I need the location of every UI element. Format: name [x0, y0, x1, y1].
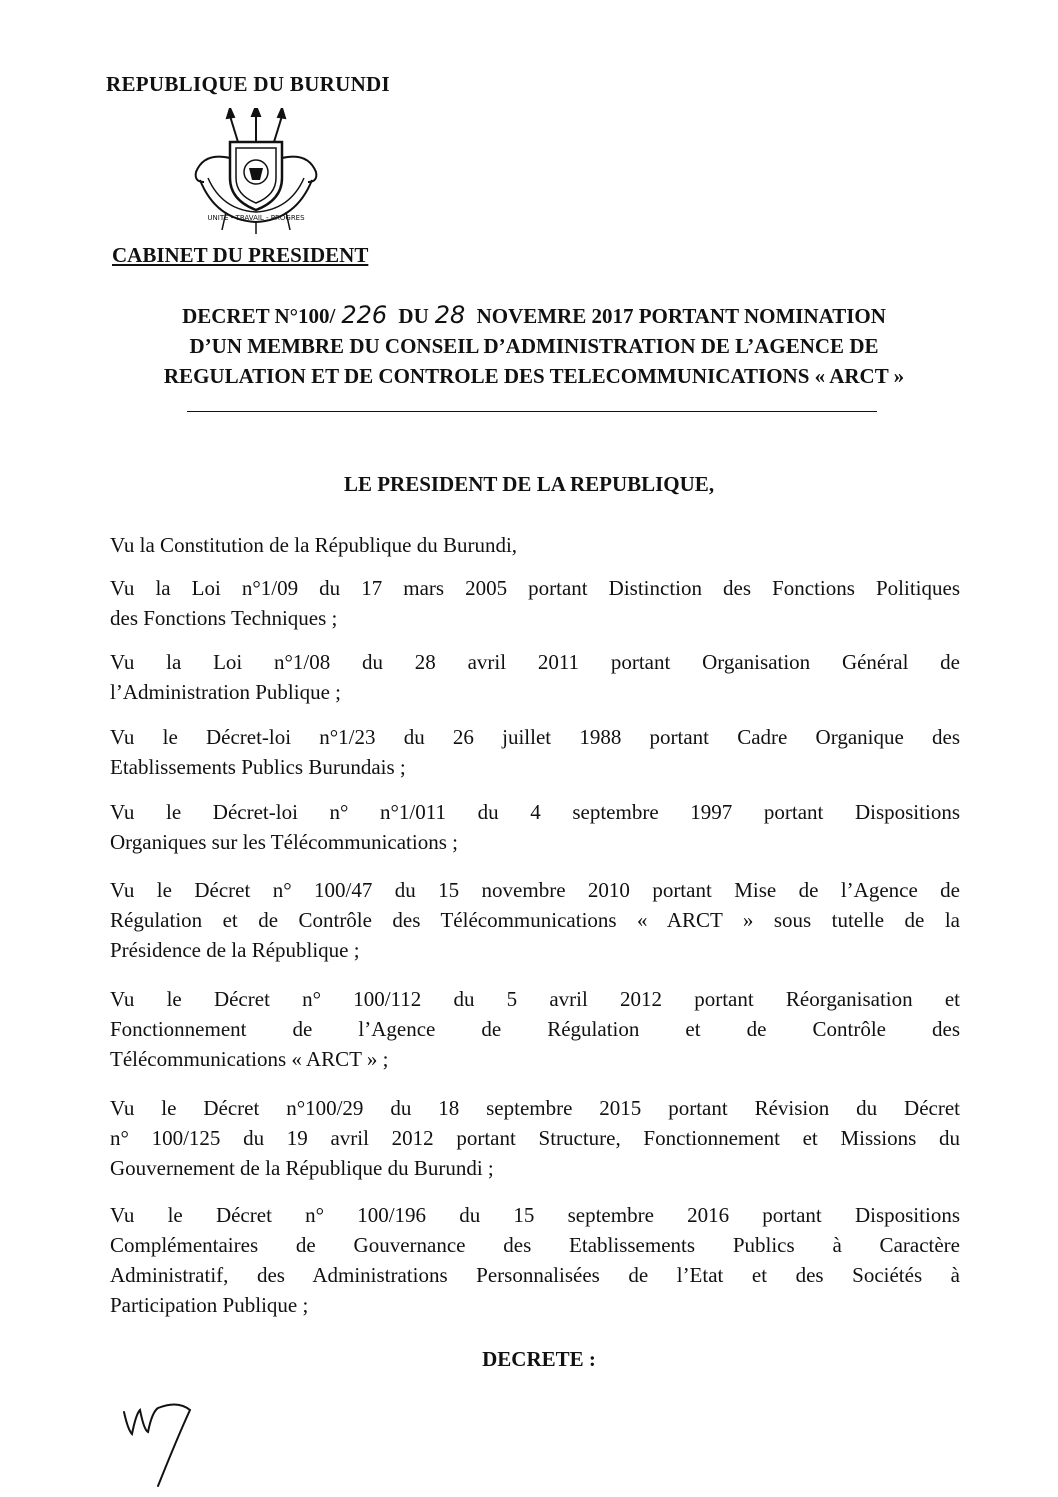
decree-du: DU — [398, 304, 429, 328]
visa-paragraph — [110, 984, 960, 1074]
visa-paragraph — [110, 530, 960, 560]
visa-line: l’Administration Publique ; — [110, 680, 341, 704]
visa-line: Vu le Décret n° 100/112 du 5 avril 2012 portant Réorganisation et — [110, 987, 960, 1011]
visa-line: Gouvernement de la République du Burundi ; — [110, 1156, 494, 1180]
visa-paragraph — [110, 875, 960, 965]
motto-text: UNITE - TRAVAIL - PROGRES — [207, 214, 305, 222]
handwritten-decree-number: 226 — [341, 301, 388, 329]
visa-line: Participation Publique ; — [110, 1293, 309, 1317]
decree-title — [100, 300, 968, 391]
decree-title-line-1 — [100, 300, 968, 331]
visa-line: Vu le Décret n°100/29 du 18 septembre 2015 portant Révision du Décret — [110, 1096, 960, 1120]
handwritten-initials-signature — [118, 1400, 208, 1490]
cabinet-heading: CABINET DU PRESIDENT — [112, 243, 369, 267]
visa-line: Administratif, des Administrations Personnalisées de l’Etat et des Sociétés à — [110, 1263, 960, 1287]
visa-line: Présidence de la République ; — [110, 938, 360, 962]
visa-line: Organiques sur les Télécommunications ; — [110, 830, 458, 854]
handwritten-day: 28 — [434, 301, 466, 329]
visa-line: Vu le Décret n° 100/47 du 15 novembre 2010 portant Mise de l’Agence de — [110, 878, 960, 902]
visa-paragraph — [110, 722, 960, 782]
decree-number-prefix: DECRET N°100/ — [182, 304, 336, 328]
decree-title-rest: NOVEMRE 2017 PORTANT NOMINATION — [476, 304, 886, 328]
republic-heading: REPUBLIQUE DU BURUNDI — [106, 72, 390, 96]
decree-title-line-2: D’UN MEMBRE DU CONSEIL D’ADMINISTRATION DE L’AGENCE DE — [189, 334, 879, 358]
visa-line: Fonctionnement de l’Agence de Régulation et de Contrôle des — [110, 1017, 960, 1041]
visa-line: Vu le Décret-loi n° n°1/011 du 4 septembre 1997 portant Dispositions — [110, 800, 960, 824]
visa-line: Vu le Décret n° 100/196 du 15 septembre 2016 portant Dispositions — [110, 1203, 960, 1227]
visa-paragraph — [110, 573, 960, 633]
title-divider — [187, 411, 877, 412]
visa-paragraph — [110, 647, 960, 707]
visa-line: des Fonctions Techniques ; — [110, 606, 338, 630]
visa-line: Régulation et de Contrôle des Télécommunications « ARCT » sous tutelle de la — [110, 908, 960, 932]
visa-line: Vu la Loi n°1/09 du 17 mars 2005 portant Distinction des Fonctions Politiques — [110, 576, 960, 600]
visa-line: n° 100/125 du 19 avril 2012 portant Structure, Fonctionnement et Missions du — [110, 1126, 960, 1150]
visa-line: Etablissements Publics Burundais ; — [110, 755, 406, 779]
visa-line: Complémentaires de Gouvernance des Etablissements Publics à Caractère — [110, 1233, 960, 1257]
visa-paragraph — [110, 1093, 960, 1183]
visa-line: Vu la Constitution de la République du Burundi, — [110, 533, 518, 557]
decrete-heading: DECRETE : — [482, 1347, 596, 1371]
decree-title-line-3: REGULATION ET DE CONTROLE DES TELECOMMUNICATIONS « ARCT » — [163, 364, 905, 388]
coat-of-arms-icon — [186, 108, 326, 236]
visa-line: Vu le Décret-loi n°1/23 du 26 juillet 1988 portant Cadre Organique des — [110, 725, 960, 749]
president-heading: LE PRESIDENT DE LA REPUBLIQUE, — [343, 472, 715, 496]
visa-line: Télécommunications « ARCT » ; — [110, 1047, 389, 1071]
visa-paragraph — [110, 797, 960, 857]
visa-line: Vu la Loi n°1/08 du 28 avril 2011 portant Organisation Général de — [110, 650, 960, 674]
visa-paragraph — [110, 1200, 960, 1320]
